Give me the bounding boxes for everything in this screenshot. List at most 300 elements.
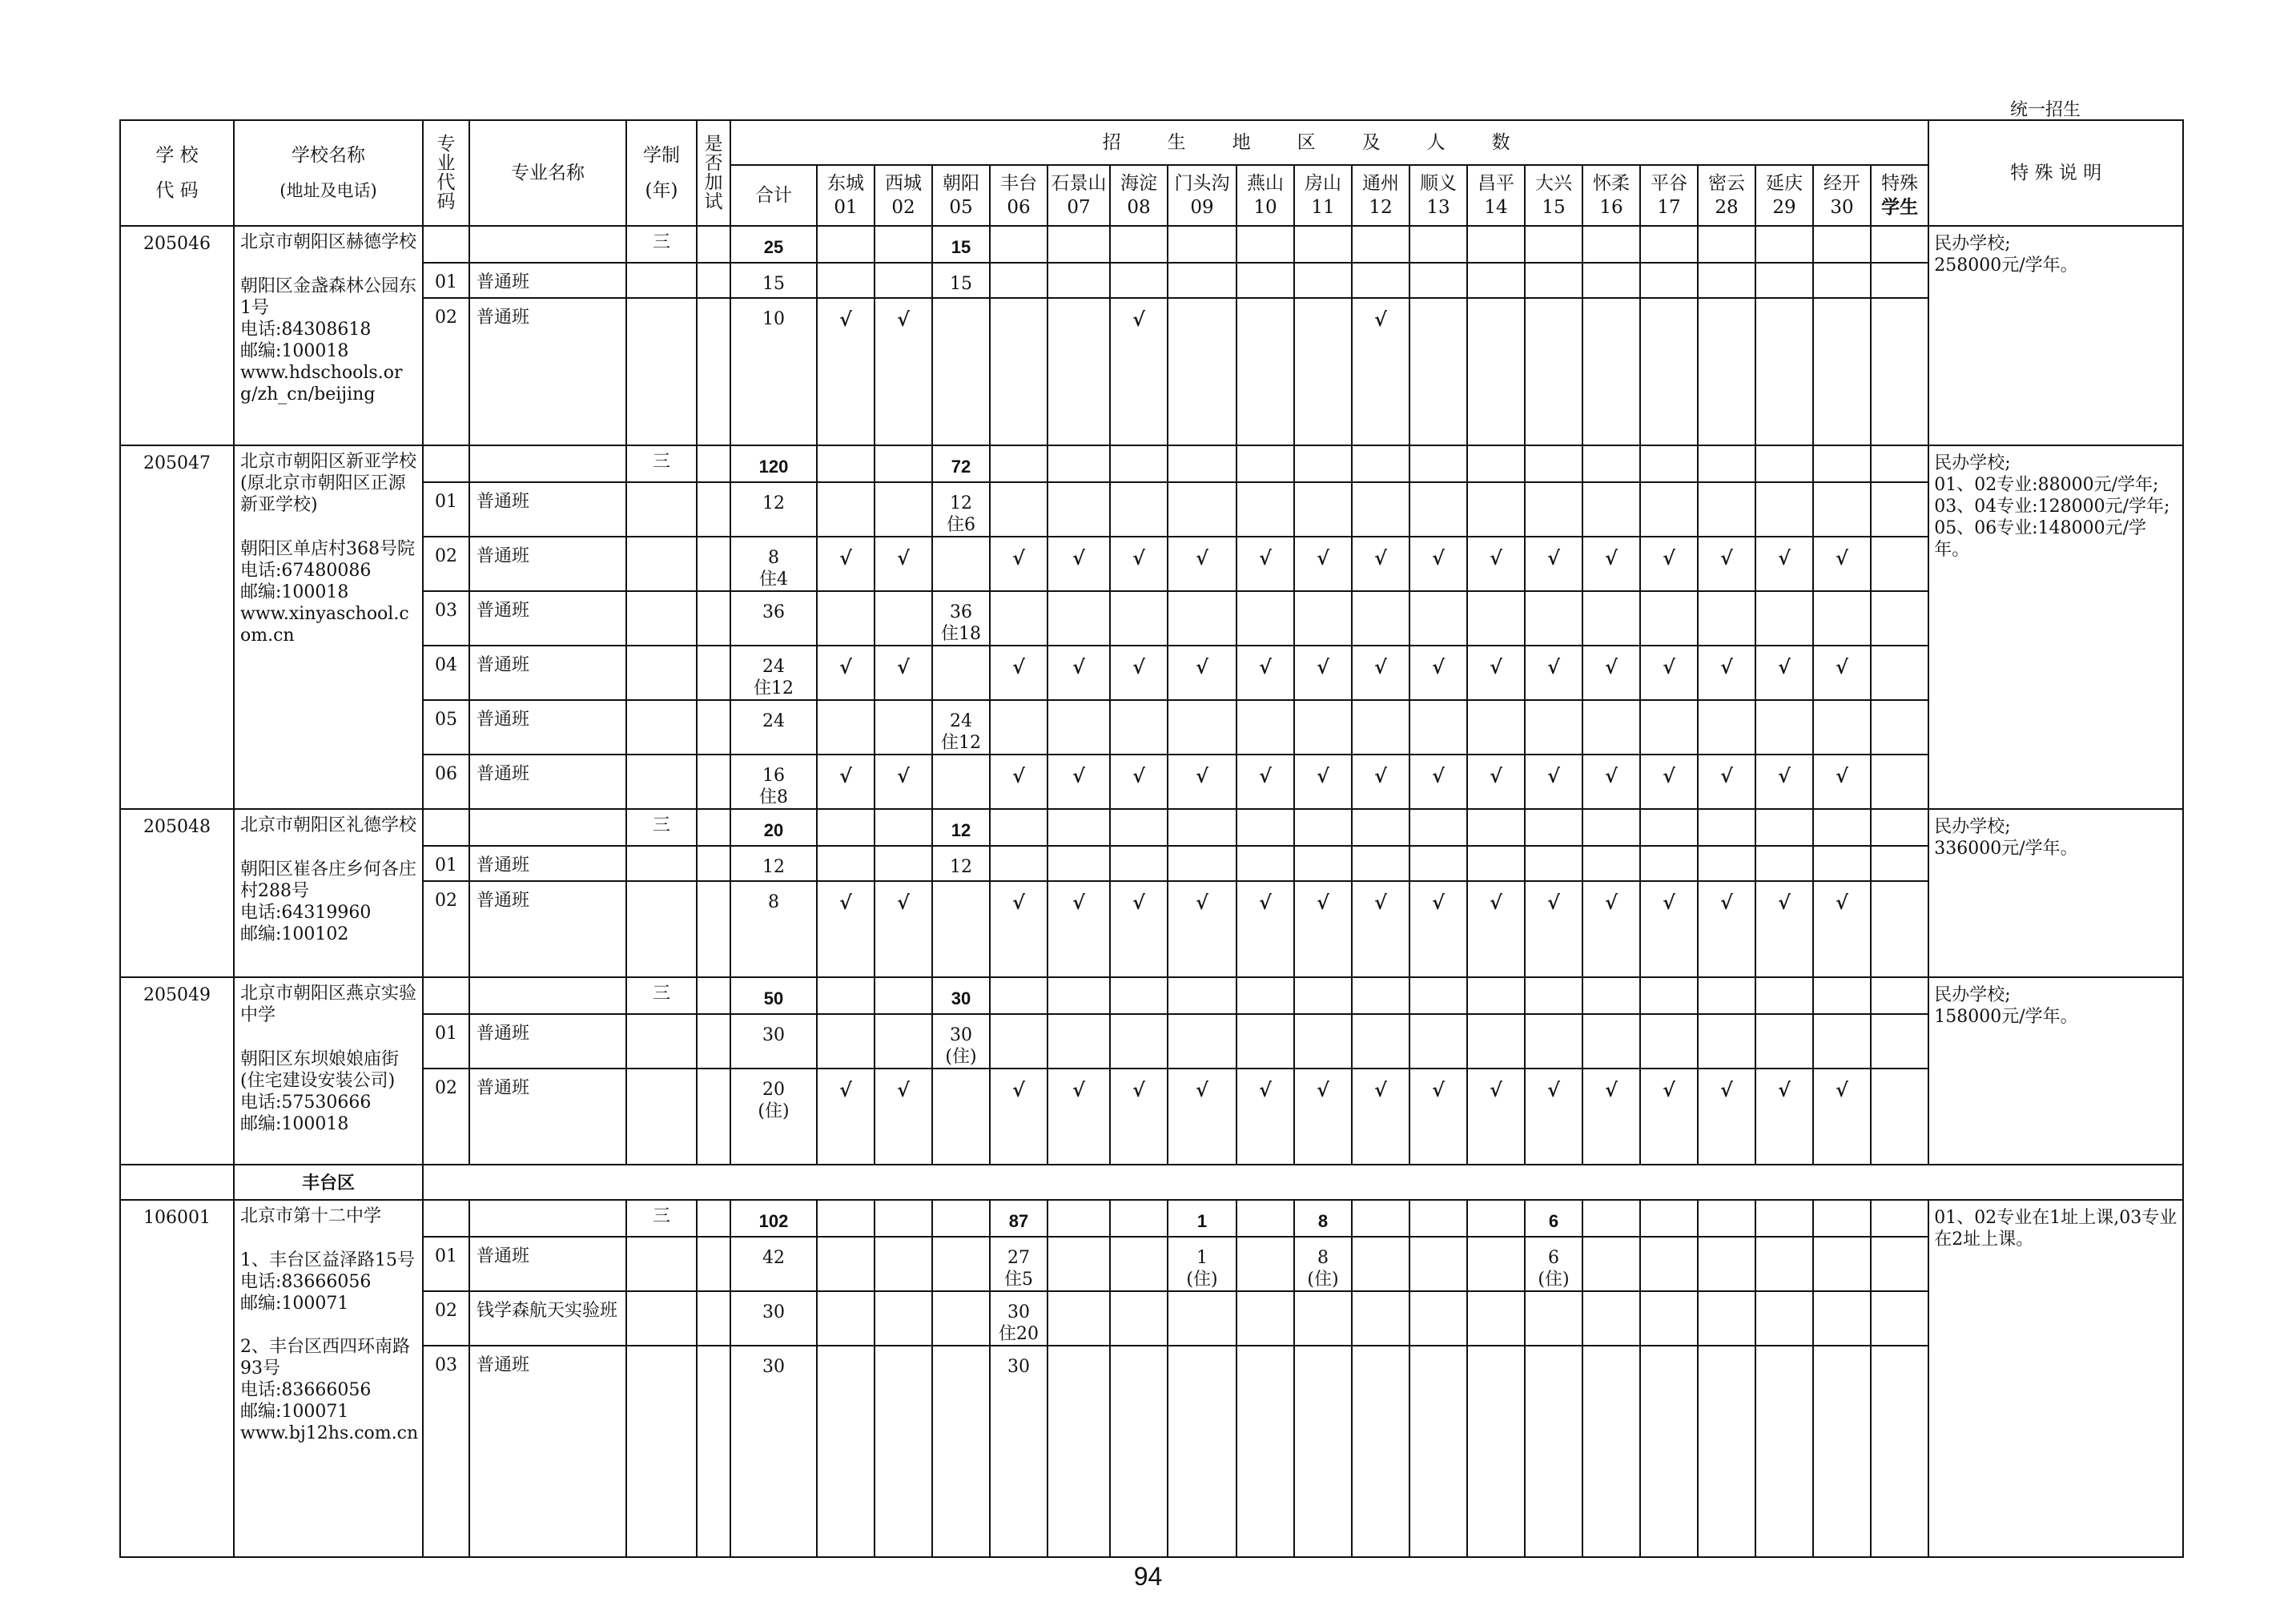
program-cell-17 [1640,846,1698,881]
program-cell-05: 36 住18 [932,591,990,646]
program-cell-06: 30 [990,1346,1047,1557]
program-cell-16 [1582,1291,1640,1346]
program-cell-14 [1467,1291,1525,1346]
header-district-13: 顺义 13 [1409,165,1467,226]
summary-cell-13 [1409,445,1467,482]
header-district-17: 平谷 17 [1640,165,1698,226]
program-cell-11 [1294,846,1352,881]
summary-cell-学生 [1871,809,1928,846]
summary-cell-10 [1236,977,1294,1014]
summary-cell-13 [1409,226,1467,263]
program-code: 02 [423,1069,469,1165]
program-cell-07: √ [1047,755,1110,809]
summary-cell-17 [1640,1200,1698,1237]
program-cell-01 [817,591,875,646]
program-cell-11: √ [1294,755,1352,809]
program-cell-17 [1640,1237,1698,1291]
program-cell-30: √ [1813,881,1871,977]
program-cell-14: √ [1467,1069,1525,1165]
program-cell-10: √ [1236,537,1294,591]
duration [626,881,697,977]
summary-cell-07 [1047,1200,1110,1237]
program-cell-16: √ [1582,646,1640,700]
summary-cell-29 [1755,445,1813,482]
summary-total: 102 [730,1200,817,1237]
school-code: 205046 [120,226,234,445]
program-cell-28 [1698,846,1755,881]
program-cell-13: √ [1409,755,1467,809]
program-cell-12 [1352,1014,1409,1069]
summary-cell-16 [1582,1200,1640,1237]
program-cell-12: √ [1352,298,1409,445]
header-district-07: 石景山 07 [1047,165,1110,226]
program-cell-07 [1047,263,1110,298]
program-row [120,1291,2183,1346]
program-total: 8 住4 [730,537,817,591]
program-total: 42 [730,1237,817,1291]
program-cell-01 [817,1014,875,1069]
program-code [423,977,469,1014]
summary-total: 20 [730,809,817,846]
school-code: 205047 [120,445,234,809]
program-cell-08: √ [1110,537,1168,591]
program-cell-05: 15 [932,263,990,298]
program-cell-09 [1168,1346,1236,1557]
program-cell-28: √ [1698,537,1755,591]
summary-total: 50 [730,977,817,1014]
program-cell-28: √ [1698,755,1755,809]
program-name: 普通班 [469,482,626,537]
program-cell-30 [1813,591,1871,646]
program-cell-学生 [1871,646,1928,700]
program-name: 普通班 [469,1014,626,1069]
summary-cell-16 [1582,977,1640,1014]
header-district-02: 西城 02 [875,165,932,226]
extra-test [697,226,730,263]
program-cell-01 [817,482,875,537]
program-cell-学生 [1871,1069,1928,1165]
duration [626,537,697,591]
summary-cell-30 [1813,809,1871,846]
program-cell-09 [1168,1014,1236,1069]
summary-cell-06 [990,977,1047,1014]
program-cell-29: √ [1755,537,1813,591]
program-cell-16 [1582,1014,1640,1069]
program-cell-学生 [1871,1237,1928,1291]
program-cell-15: √ [1525,881,1582,977]
summary-cell-29 [1755,809,1813,846]
program-code: 01 [423,1237,469,1291]
program-cell-14 [1467,1346,1525,1557]
program-cell-14 [1467,591,1525,646]
program-cell-08 [1110,1346,1168,1557]
summary-cell-28 [1698,977,1755,1014]
program-total: 12 [730,846,817,881]
summary-cell-11: 8 [1294,1200,1352,1237]
summary-cell-15 [1525,977,1582,1014]
program-cell-13 [1409,263,1467,298]
program-cell-01 [817,263,875,298]
program-cell-01 [817,1291,875,1346]
summary-cell-11 [1294,977,1352,1014]
program-row [120,263,2183,298]
summary-cell-28 [1698,226,1755,263]
program-cell-08: √ [1110,881,1168,977]
empty-cell [120,1165,234,1200]
duration: 三 [626,977,697,1014]
extra-test [697,646,730,700]
program-cell-09 [1168,846,1236,881]
summary-cell-学生 [1871,977,1928,1014]
program-total: 12 [730,482,817,537]
program-code: 06 [423,755,469,809]
program-total: 30 [730,1346,817,1557]
program-cell-05 [932,537,990,591]
program-cell-02 [875,263,932,298]
summary-cell-06 [990,809,1047,846]
program-cell-学生 [1871,755,1928,809]
summary-cell-08 [1110,977,1168,1014]
extra-test [697,1346,730,1557]
program-cell-08: √ [1110,755,1168,809]
extra-test [697,977,730,1014]
program-cell-30 [1813,1014,1871,1069]
program-cell-02 [875,482,932,537]
program-cell-15 [1525,263,1582,298]
summary-total: 25 [730,226,817,263]
program-cell-02 [875,591,932,646]
program-total: 15 [730,263,817,298]
extra-test [697,482,730,537]
summary-cell-01 [817,809,875,846]
program-cell-07 [1047,700,1110,755]
program-code: 02 [423,1291,469,1346]
program-cell-17: √ [1640,755,1698,809]
extra-test [697,263,730,298]
program-cell-10: √ [1236,646,1294,700]
program-cell-17 [1640,591,1698,646]
program-cell-14 [1467,263,1525,298]
program-total: 36 [730,591,817,646]
duration: 三 [626,226,697,263]
summary-cell-05 [932,1200,990,1237]
summary-cell-28 [1698,1200,1755,1237]
program-cell-30 [1813,263,1871,298]
program-cell-15: √ [1525,537,1582,591]
program-name: 普通班 [469,1237,626,1291]
summary-cell-14 [1467,809,1525,846]
summary-cell-13 [1409,977,1467,1014]
program-cell-13 [1409,1237,1467,1291]
school-name: 北京市朝阳区赫德学校 [240,232,417,252]
program-cell-05 [932,1291,990,1346]
program-cell-29 [1755,1237,1813,1291]
summary-cell-09: 1 [1168,1200,1236,1237]
extra-test [697,700,730,755]
program-cell-学生 [1871,881,1928,977]
special-note: 民办学校; 258000元/学年。 [1928,226,2183,445]
program-row [120,846,2183,881]
header-district-28: 密云 28 [1698,165,1755,226]
program-cell-01: √ [817,881,875,977]
program-cell-11: √ [1294,881,1352,977]
header-district-16: 怀柔 16 [1582,165,1640,226]
program-name: 普通班 [469,646,626,700]
program-cell-16 [1582,846,1640,881]
school-name-address [234,226,423,445]
summary-cell-17 [1640,809,1698,846]
program-cell-01: √ [817,755,875,809]
program-row [120,591,2183,646]
top-label: 统一招生 [2010,100,2081,120]
program-cell-14 [1467,846,1525,881]
program-cell-28 [1698,1014,1755,1069]
summary-cell-15 [1525,226,1582,263]
school-address: 1、丰台区益泽路15号 电话:83666056 邮编:100071 2、丰台区西四环南路93号 电话:83666056 邮编:100071 www.bj12hs.com.cn [240,1250,419,1443]
program-cell-17 [1640,700,1698,755]
program-cell-12 [1352,1237,1409,1291]
program-cell-28 [1698,1346,1755,1557]
summary-cell-15 [1525,809,1582,846]
program-cell-15 [1525,700,1582,755]
program-cell-07 [1047,1291,1110,1346]
program-cell-17: √ [1640,1069,1698,1165]
program-cell-29 [1755,1014,1813,1069]
program-cell-28: √ [1698,1069,1755,1165]
header-district-学生: 特殊 学生 [1871,165,1928,226]
program-cell-12: √ [1352,881,1409,977]
program-cell-08 [1110,263,1168,298]
program-cell-12 [1352,591,1409,646]
program-row [120,700,2183,755]
extra-test [697,755,730,809]
program-cell-11: √ [1294,646,1352,700]
summary-cell-11 [1294,226,1352,263]
summary-cell-01 [817,1200,875,1237]
program-cell-17 [1640,1014,1698,1069]
program-name: 普通班 [469,537,626,591]
program-cell-17: √ [1640,646,1698,700]
program-cell-08 [1110,700,1168,755]
header-district-14: 昌平 14 [1467,165,1525,226]
program-cell-07: √ [1047,646,1110,700]
special-note: 民办学校; 01、02专业:88000元/学年; 03、04专业:128000元/学年; 05、06专业:148000元/学年。 [1928,445,2183,809]
program-cell-17 [1640,1346,1698,1557]
summary-cell-07 [1047,977,1110,1014]
program-name [469,809,626,846]
program-cell-07 [1047,846,1110,881]
program-cell-05: 30 (住) [932,1014,990,1069]
school-name-address [234,445,423,809]
program-cell-10: √ [1236,881,1294,977]
duration [626,1014,697,1069]
program-cell-10 [1236,1237,1294,1291]
program-code: 01 [423,846,469,881]
summary-cell-01 [817,977,875,1014]
program-code [423,1200,469,1237]
program-cell-15: √ [1525,1069,1582,1165]
program-cell-05 [932,755,990,809]
program-cell-30 [1813,1346,1871,1557]
program-cell-28: √ [1698,881,1755,977]
program-cell-12: √ [1352,1069,1409,1165]
program-cell-02 [875,846,932,881]
summary-cell-11 [1294,809,1352,846]
summary-cell-08 [1110,1200,1168,1237]
summary-cell-06 [990,445,1047,482]
program-cell-15 [1525,298,1582,445]
summary-cell-16 [1582,809,1640,846]
extra-test [697,1069,730,1165]
program-cell-13: √ [1409,537,1467,591]
program-code: 04 [423,646,469,700]
program-cell-06 [990,263,1047,298]
summary-cell-12 [1352,1200,1409,1237]
program-cell-13: √ [1409,1069,1467,1165]
summary-cell-10 [1236,1200,1294,1237]
header-district-09: 门头沟 09 [1168,165,1236,226]
program-cell-28: √ [1698,646,1755,700]
program-cell-09 [1168,591,1236,646]
program-code: 03 [423,1346,469,1557]
extra-test [697,881,730,977]
program-cell-学生 [1871,1014,1928,1069]
program-cell-08 [1110,1291,1168,1346]
summary-cell-09 [1168,226,1236,263]
program-cell-02: √ [875,298,932,445]
program-cell-17 [1640,1291,1698,1346]
program-cell-05: 12 [932,846,990,881]
school-address: 朝阳区单店村368号院 电话:67480086 邮编:100018 www.xinyaschool.com.cn [240,539,415,646]
program-cell-13 [1409,482,1467,537]
header-program-code: 专业代码 [423,120,469,226]
program-cell-10 [1236,263,1294,298]
program-cell-16 [1582,298,1640,445]
extra-test [697,809,730,846]
program-name [469,226,626,263]
summary-cell-学生 [1871,445,1928,482]
program-cell-15 [1525,846,1582,881]
program-cell-12 [1352,846,1409,881]
summary-cell-01 [817,226,875,263]
program-cell-28 [1698,482,1755,537]
program-cell-16: √ [1582,537,1640,591]
program-cell-11 [1294,298,1352,445]
program-row [120,646,2183,700]
program-code: 03 [423,591,469,646]
program-cell-02: √ [875,646,932,700]
school-name: 北京市朝阳区礼德学校 [240,815,417,835]
program-row [120,881,2183,977]
district-section-name: 丰台区 [234,1165,423,1200]
summary-cell-30 [1813,1200,1871,1237]
summary-cell-14 [1467,1200,1525,1237]
header-district-29: 延庆 29 [1755,165,1813,226]
program-name: 普通班 [469,846,626,881]
summary-cell-10 [1236,809,1294,846]
duration [626,1291,697,1346]
summary-cell-02 [875,226,932,263]
program-cell-14: √ [1467,881,1525,977]
program-cell-13: √ [1409,646,1467,700]
program-cell-12 [1352,482,1409,537]
program-cell-14: √ [1467,646,1525,700]
school-row-205047 [120,445,2183,482]
program-code: 01 [423,263,469,298]
program-cell-16 [1582,700,1640,755]
summary-total: 120 [730,445,817,482]
program-cell-15: √ [1525,646,1582,700]
duration [626,1237,697,1291]
program-cell-02: √ [875,881,932,977]
extra-test [697,1014,730,1069]
program-cell-13 [1409,591,1467,646]
program-cell-学生 [1871,298,1928,445]
program-cell-16: √ [1582,881,1640,977]
summary-cell-29 [1755,1200,1813,1237]
summary-cell-02 [875,445,932,482]
program-cell-28 [1698,700,1755,755]
summary-cell-28 [1698,809,1755,846]
extra-test [697,846,730,881]
program-code: 01 [423,1014,469,1069]
program-cell-14 [1467,1014,1525,1069]
program-code: 02 [423,537,469,591]
program-cell-28 [1698,263,1755,298]
program-cell-学生 [1871,700,1928,755]
program-cell-29: √ [1755,646,1813,700]
header-program-name: 专业名称 [469,120,626,226]
program-cell-11: √ [1294,1069,1352,1165]
header-total: 合计 [730,165,817,226]
duration [626,646,697,700]
program-cell-10 [1236,1291,1294,1346]
program-cell-08: √ [1110,646,1168,700]
duration [626,1069,697,1165]
program-row [120,1237,2183,1291]
program-cell-07 [1047,1237,1110,1291]
program-cell-10 [1236,1346,1294,1557]
school-address: 朝阳区金盏森林公园东1号 电话:84308618 邮编:100018 www.hdschools.org/zh_cn/beijing [240,276,417,404]
program-cell-09: √ [1168,1069,1236,1165]
program-name: 普通班 [469,1346,626,1557]
program-cell-06 [990,591,1047,646]
program-cell-01: √ [817,646,875,700]
header-school-code: 学 校 代 码 [120,120,234,226]
duration [626,591,697,646]
program-cell-02: √ [875,755,932,809]
program-cell-02 [875,1291,932,1346]
program-total: 8 [730,881,817,977]
program-cell-08 [1110,591,1168,646]
program-cell-学生 [1871,263,1928,298]
program-cell-10: √ [1236,1069,1294,1165]
summary-cell-29 [1755,977,1813,1014]
program-cell-08: √ [1110,1069,1168,1165]
header-district-10: 燕山 10 [1236,165,1294,226]
program-cell-29 [1755,298,1813,445]
program-cell-29 [1755,263,1813,298]
program-name: 普通班 [469,263,626,298]
program-cell-05 [932,1346,990,1557]
program-cell-07 [1047,1014,1110,1069]
program-cell-09 [1168,1291,1236,1346]
program-cell-29 [1755,1346,1813,1557]
program-cell-29: √ [1755,1069,1813,1165]
summary-cell-17 [1640,445,1698,482]
summary-cell-28 [1698,445,1755,482]
program-cell-09: √ [1168,537,1236,591]
